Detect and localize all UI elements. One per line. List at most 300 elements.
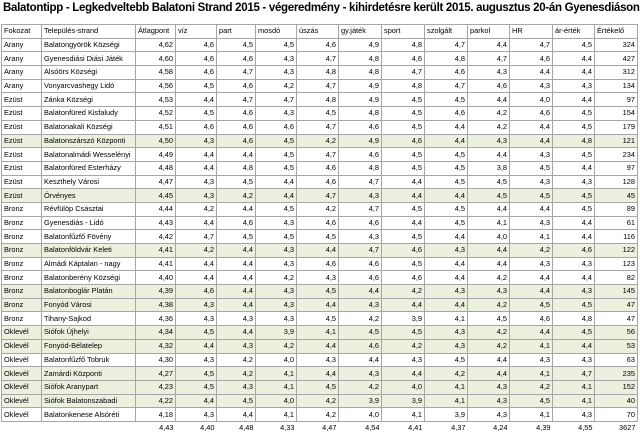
cell-restroom: 4,3 bbox=[256, 107, 297, 121]
cell-playground: 4,2 bbox=[339, 380, 382, 394]
cell-strand-name: Fonyód-Bélatelep bbox=[42, 339, 136, 353]
cell-hr: 4,3 bbox=[510, 148, 553, 162]
cell-grade: Oklevél bbox=[2, 326, 42, 340]
cell-reviewers: 53 bbox=[595, 339, 638, 353]
cell-swimming: 4,4 bbox=[297, 298, 339, 312]
cell-average-score: 4,53 bbox=[136, 93, 176, 107]
cell-playground: 4,4 bbox=[339, 285, 382, 299]
cell-playground: 4,7 bbox=[339, 175, 382, 189]
cell-restroom: 4,3 bbox=[256, 244, 297, 258]
column-header-beach: part bbox=[217, 25, 256, 39]
cell-grade: Bronz bbox=[2, 271, 42, 285]
cell-average-score: 4,36 bbox=[136, 312, 176, 326]
cell-hr: 4,4 bbox=[510, 326, 553, 340]
cell-value-for-money: 4,3 bbox=[553, 285, 595, 299]
cell-parking: 4,5 bbox=[468, 312, 510, 326]
cell-average-score: 4,60 bbox=[136, 52, 176, 66]
cell-strand-name: Balatonfüred Kisfaludy bbox=[42, 107, 136, 121]
cell-swimming: 4,1 bbox=[297, 326, 339, 340]
cell-sport: 4,6 bbox=[382, 244, 425, 258]
cell-reviewers: 47 bbox=[595, 298, 638, 312]
cell-reviewers: 97 bbox=[595, 161, 638, 175]
cell-playground: 4,6 bbox=[339, 257, 382, 271]
cell-sport: 4,6 bbox=[382, 271, 425, 285]
cell-playground: 4,6 bbox=[339, 120, 382, 134]
cell-services: 4,5 bbox=[425, 202, 468, 216]
cell-sport: 4,2 bbox=[382, 339, 425, 353]
cell-services: 4,4 bbox=[425, 120, 468, 134]
cell-grade: Ezüst bbox=[2, 189, 42, 203]
cell-hr: 4,4 bbox=[510, 134, 553, 148]
cell-average-score: 4,41 bbox=[136, 244, 176, 258]
cell-restroom: 4,3 bbox=[256, 312, 297, 326]
cell-strand-name: Balatonkenese Alsóréti bbox=[42, 408, 136, 422]
cell-average-score: 4,48 bbox=[136, 161, 176, 175]
cell-services: 4,4 bbox=[425, 189, 468, 203]
cell-average-score: 4,50 bbox=[136, 134, 176, 148]
cell-value-for-money: 4,3 bbox=[553, 257, 595, 271]
cell-value-for-money: 4,7 bbox=[553, 367, 595, 381]
cell-swimming: 4,7 bbox=[297, 120, 339, 134]
cell-water: 4,4 bbox=[176, 339, 217, 353]
cell-average-score: 4,45 bbox=[136, 189, 176, 203]
cell-swimming: 4,7 bbox=[297, 189, 339, 203]
cell-swimming: 4,4 bbox=[297, 244, 339, 258]
cell-average-score: 4,51 bbox=[136, 120, 176, 134]
cell-value-for-money: 4,4 bbox=[553, 52, 595, 66]
cell-value-for-money: 4,4 bbox=[553, 161, 595, 175]
cell-hr: 4,2 bbox=[510, 380, 553, 394]
cell-services: 4,3 bbox=[425, 326, 468, 340]
cell-playground: 4,2 bbox=[339, 312, 382, 326]
cell-hr: 4,6 bbox=[510, 312, 553, 326]
cell-value-for-money: 4,3 bbox=[553, 408, 595, 422]
cell-beach: 4,6 bbox=[217, 79, 256, 93]
cell-average-score: 4,56 bbox=[136, 79, 176, 93]
cell-restroom: 3,9 bbox=[256, 326, 297, 340]
cell-value-for-money: 4,5 bbox=[553, 326, 595, 340]
cell-value-for-money: 4,1 bbox=[553, 394, 595, 408]
table-row bbox=[2, 244, 638, 258]
cell-hr: 4,4 bbox=[510, 120, 553, 134]
cell-restroom: 4,5 bbox=[256, 161, 297, 175]
cell-playground: 4,5 bbox=[339, 326, 382, 340]
cell-strand-name: Balatonalmádi Wesselényi bbox=[42, 148, 136, 162]
table-row bbox=[2, 161, 638, 175]
cell-playground: 4,3 bbox=[339, 230, 382, 244]
table-row bbox=[2, 394, 638, 408]
cell-average-score: 4,38 bbox=[136, 298, 176, 312]
column-header-playground: gy.játék bbox=[339, 25, 382, 39]
cell-services: 4,7 bbox=[425, 79, 468, 93]
cell-grade: Bronz bbox=[2, 312, 42, 326]
cell-water: 4,4 bbox=[176, 148, 217, 162]
cell-grade: Ezüst bbox=[2, 134, 42, 148]
cell-grade: Ezüst bbox=[2, 93, 42, 107]
cell-sport: 4,5 bbox=[382, 107, 425, 121]
cell-parking: 4,0 bbox=[468, 230, 510, 244]
cell-restroom: 4,1 bbox=[256, 380, 297, 394]
cell-average-score: 4,32 bbox=[136, 339, 176, 353]
cell-hr: 4,3 bbox=[510, 257, 553, 271]
column-header-value-for-money: ár-érték bbox=[553, 25, 595, 39]
cell-value-for-money: 4,3 bbox=[553, 353, 595, 367]
cell-playground: 4,8 bbox=[339, 107, 382, 121]
cell-water: 4,3 bbox=[176, 312, 217, 326]
column-header-sport: sport bbox=[382, 25, 425, 39]
cell-services: 4,8 bbox=[425, 52, 468, 66]
table-row bbox=[2, 148, 638, 162]
column-header-swimming: úszás bbox=[297, 25, 339, 39]
cell-swimming: 4,5 bbox=[297, 312, 339, 326]
cell-swimming: 4,6 bbox=[297, 216, 339, 230]
cell-playground: 4,3 bbox=[339, 189, 382, 203]
cell-swimming: 4,8 bbox=[297, 93, 339, 107]
cell-services: 4,5 bbox=[425, 148, 468, 162]
cell-parking: 4,4 bbox=[468, 257, 510, 271]
cell-average-score: 4,40 bbox=[136, 271, 176, 285]
cell-sport: 4,5 bbox=[382, 120, 425, 134]
table-body bbox=[2, 38, 638, 434]
cell-hr: 4,5 bbox=[510, 189, 553, 203]
cell-restroom: 4,0 bbox=[256, 394, 297, 408]
cell-value-for-money: 4,4 bbox=[553, 216, 595, 230]
results-table bbox=[1, 24, 638, 435]
cell-average-score: 4,18 bbox=[136, 408, 176, 422]
cell-strand-name: Balatonszárszó Központi bbox=[42, 134, 136, 148]
cell-swimming: 4,6 bbox=[297, 257, 339, 271]
cell-restroom: 4,4 bbox=[256, 175, 297, 189]
cell-swimming: 4,3 bbox=[297, 353, 339, 367]
cell-sport: 4,5 bbox=[382, 257, 425, 271]
cell-playground: 4,6 bbox=[339, 339, 382, 353]
cell-services: 4,5 bbox=[425, 93, 468, 107]
table-row bbox=[2, 408, 638, 422]
cell-water: 4,7 bbox=[176, 230, 217, 244]
cell-restroom: 4,4 bbox=[256, 189, 297, 203]
cell-value-for-money: 4,5 bbox=[553, 38, 595, 52]
cell-swimming: 4,6 bbox=[297, 175, 339, 189]
cell-beach: 4,3 bbox=[217, 339, 256, 353]
cell-average-score: 4,52 bbox=[136, 107, 176, 121]
cell-parking: 4,4 bbox=[468, 244, 510, 258]
cell-playground: 4,4 bbox=[339, 353, 382, 367]
cell-value-for-money: 4,6 bbox=[553, 244, 595, 258]
table-row bbox=[2, 134, 638, 148]
cell-parking: 4,1 bbox=[468, 216, 510, 230]
cell-parking: 4,2 bbox=[468, 326, 510, 340]
cell-grade: Oklevél bbox=[2, 394, 42, 408]
cell-hr: 4,6 bbox=[510, 107, 553, 121]
cell-beach: 4,6 bbox=[217, 120, 256, 134]
cell-grade: Oklevél bbox=[2, 367, 42, 381]
cell-hr: 4,0 bbox=[510, 93, 553, 107]
cell-average-score: 4,47 bbox=[136, 175, 176, 189]
table-row bbox=[2, 79, 638, 93]
column-header-restroom: mosdó bbox=[256, 25, 297, 39]
cell-water: 4,5 bbox=[176, 367, 217, 381]
cell-reviewers: 61 bbox=[595, 216, 638, 230]
cell-services: 4,4 bbox=[425, 257, 468, 271]
total-value-for-money: 4,55 bbox=[553, 421, 595, 434]
cell-strand-name: Zamárdi Központi bbox=[42, 367, 136, 381]
cell-restroom: 4,2 bbox=[256, 271, 297, 285]
cell-water: 4,3 bbox=[176, 408, 217, 422]
cell-beach: 4,2 bbox=[217, 189, 256, 203]
cell-grade: Bronz bbox=[2, 257, 42, 271]
cell-hr: 4,3 bbox=[510, 353, 553, 367]
cell-hr: 4,4 bbox=[510, 202, 553, 216]
cell-playground: 4,6 bbox=[339, 271, 382, 285]
cell-swimming: 4,7 bbox=[297, 79, 339, 93]
cell-grade: Bronz bbox=[2, 298, 42, 312]
table-header bbox=[2, 25, 638, 39]
total-services: 4,37 bbox=[425, 421, 468, 434]
cell-swimming: 4,6 bbox=[297, 161, 339, 175]
cell-beach: 4,4 bbox=[217, 326, 256, 340]
cell-sport: 4,4 bbox=[382, 367, 425, 381]
cell-strand-name: Révfülöp Császtai bbox=[42, 202, 136, 216]
cell-restroom: 4,3 bbox=[256, 66, 297, 80]
cell-hr: 4,1 bbox=[510, 408, 553, 422]
total-average-score: 4,43 bbox=[136, 421, 176, 434]
cell-water: 4,4 bbox=[176, 216, 217, 230]
cell-reviewers: 121 bbox=[595, 134, 638, 148]
header-row bbox=[2, 25, 638, 39]
cell-sport: 4,5 bbox=[382, 161, 425, 175]
cell-reviewers: 324 bbox=[595, 38, 638, 52]
column-header-services: szolgált bbox=[425, 25, 468, 39]
cell-strand-name: Siófok Balatonszabadi bbox=[42, 394, 136, 408]
cell-services: 4,7 bbox=[425, 38, 468, 52]
cell-sport: 4,6 bbox=[382, 134, 425, 148]
cell-services: 4,4 bbox=[425, 298, 468, 312]
cell-parking: 4,2 bbox=[468, 120, 510, 134]
cell-average-score: 4,62 bbox=[136, 38, 176, 52]
cell-parking: 4,4 bbox=[468, 367, 510, 381]
cell-services: 4,3 bbox=[425, 244, 468, 258]
cell-sport: 4,4 bbox=[382, 216, 425, 230]
cell-playground: 4,8 bbox=[339, 161, 382, 175]
cell-parking: 4,3 bbox=[468, 285, 510, 299]
cell-swimming: 4,2 bbox=[297, 134, 339, 148]
cell-beach: 4,2 bbox=[217, 353, 256, 367]
cell-water: 4,4 bbox=[176, 161, 217, 175]
cell-strand-name: Örvényes bbox=[42, 189, 136, 203]
cell-hr: 4,3 bbox=[510, 175, 553, 189]
cell-value-for-money: 4,4 bbox=[553, 93, 595, 107]
cell-reviewers: 128 bbox=[595, 175, 638, 189]
cell-average-score: 4,58 bbox=[136, 66, 176, 80]
cell-strand-name: Balatonboglár Platán bbox=[42, 285, 136, 299]
cell-strand-name: Alsóörs Községi bbox=[42, 66, 136, 80]
cell-reviewers: 154 bbox=[595, 107, 638, 121]
table-row bbox=[2, 120, 638, 134]
cell-beach: 4,5 bbox=[217, 230, 256, 244]
cell-value-for-money: 4,8 bbox=[553, 134, 595, 148]
cell-swimming: 4,7 bbox=[297, 52, 339, 66]
cell-strand-name: Keszthely Városi bbox=[42, 175, 136, 189]
cell-sport: 3,9 bbox=[382, 312, 425, 326]
cell-value-for-money: 4,4 bbox=[553, 271, 595, 285]
cell-sport: 4,5 bbox=[382, 326, 425, 340]
cell-restroom: 4,6 bbox=[256, 120, 297, 134]
cell-sport: 4,5 bbox=[382, 93, 425, 107]
cell-beach: 4,2 bbox=[217, 367, 256, 381]
cell-services: 4,1 bbox=[425, 380, 468, 394]
cell-water: 4,3 bbox=[176, 189, 217, 203]
cell-reviewers: 47 bbox=[595, 312, 638, 326]
cell-beach: 4,6 bbox=[217, 216, 256, 230]
cell-sport: 4,1 bbox=[382, 408, 425, 422]
column-header-average-score: Átlagpont bbox=[136, 25, 176, 39]
total-strand-name bbox=[42, 421, 136, 434]
table-row bbox=[2, 202, 638, 216]
cell-beach: 4,5 bbox=[217, 394, 256, 408]
cell-beach: 4,4 bbox=[217, 257, 256, 271]
table-row bbox=[2, 107, 638, 121]
cell-restroom: 4,3 bbox=[256, 257, 297, 271]
table-row bbox=[2, 326, 638, 340]
cell-strand-name: Gyenesdiás - Lidó bbox=[42, 216, 136, 230]
cell-grade: Ezüst bbox=[2, 161, 42, 175]
cell-restroom: 4,5 bbox=[256, 134, 297, 148]
cell-value-for-money: 4,4 bbox=[553, 230, 595, 244]
cell-hr: 4,2 bbox=[510, 244, 553, 258]
cell-beach: 4,6 bbox=[217, 52, 256, 66]
cell-swimming: 4,8 bbox=[297, 66, 339, 80]
column-header-reviewers: Értékelő bbox=[595, 25, 638, 39]
cell-parking: 4,2 bbox=[468, 271, 510, 285]
cell-hr: 4,5 bbox=[510, 394, 553, 408]
cell-parking: 4,4 bbox=[468, 38, 510, 52]
cell-sport: 4,2 bbox=[382, 285, 425, 299]
cell-playground: 4,3 bbox=[339, 367, 382, 381]
cell-swimming: 4,2 bbox=[297, 408, 339, 422]
cell-playground: 4,9 bbox=[339, 38, 382, 52]
cell-average-score: 4,49 bbox=[136, 148, 176, 162]
cell-strand-name: Balatonföldvár Keleti bbox=[42, 244, 136, 258]
cell-strand-name: Siófok Újhelyi bbox=[42, 326, 136, 340]
cell-average-score: 4,34 bbox=[136, 326, 176, 340]
cell-reviewers: 56 bbox=[595, 326, 638, 340]
cell-water: 4,4 bbox=[176, 271, 217, 285]
cell-grade: Ezüst bbox=[2, 120, 42, 134]
cell-value-for-money: 4,5 bbox=[553, 107, 595, 121]
cell-services: 4,2 bbox=[425, 367, 468, 381]
cell-sport: 4,3 bbox=[382, 353, 425, 367]
cell-sport: 4,5 bbox=[382, 202, 425, 216]
cell-sport: 4,5 bbox=[382, 230, 425, 244]
table-row bbox=[2, 189, 638, 203]
cell-restroom: 4,1 bbox=[256, 408, 297, 422]
total-sport: 4,41 bbox=[382, 421, 425, 434]
cell-grade: Oklevél bbox=[2, 339, 42, 353]
cell-grade: Ezüst bbox=[2, 175, 42, 189]
cell-reviewers: 116 bbox=[595, 230, 638, 244]
total-hr: 4,39 bbox=[510, 421, 553, 434]
cell-services: 4,5 bbox=[425, 216, 468, 230]
cell-water: 4,6 bbox=[176, 66, 217, 80]
total-beach: 4,48 bbox=[217, 421, 256, 434]
cell-water: 4,6 bbox=[176, 38, 217, 52]
cell-playground: 4,9 bbox=[339, 93, 382, 107]
cell-playground: 4,7 bbox=[339, 202, 382, 216]
cell-parking: 4,3 bbox=[468, 394, 510, 408]
cell-water: 4,2 bbox=[176, 202, 217, 216]
cell-reviewers: 45 bbox=[595, 189, 638, 203]
cell-water: 4,5 bbox=[176, 326, 217, 340]
column-header-water: víz bbox=[176, 25, 217, 39]
cell-beach: 4,4 bbox=[217, 285, 256, 299]
cell-sport: 4,7 bbox=[382, 66, 425, 80]
table-row bbox=[2, 38, 638, 52]
cell-grade: Bronz bbox=[2, 285, 42, 299]
cell-hr: 4,5 bbox=[510, 298, 553, 312]
cell-value-for-money: 4,3 bbox=[553, 79, 595, 93]
cell-parking: 4,2 bbox=[468, 107, 510, 121]
cell-strand-name: Balatonakali Községi bbox=[42, 120, 136, 134]
cell-sport: 4,0 bbox=[382, 380, 425, 394]
cell-reviewers: 152 bbox=[595, 380, 638, 394]
cell-grade: Bronz bbox=[2, 244, 42, 258]
cell-water: 4,4 bbox=[176, 257, 217, 271]
total-swimming: 4,47 bbox=[297, 421, 339, 434]
cell-parking: 4,4 bbox=[468, 202, 510, 216]
cell-water: 4,5 bbox=[176, 107, 217, 121]
cell-beach: 4,5 bbox=[217, 175, 256, 189]
table-row bbox=[2, 175, 638, 189]
cell-beach: 4,4 bbox=[217, 148, 256, 162]
cell-grade: Bronz bbox=[2, 216, 42, 230]
cell-reviewers: 235 bbox=[595, 367, 638, 381]
cell-average-score: 4,42 bbox=[136, 230, 176, 244]
cell-sport: 4,4 bbox=[382, 189, 425, 203]
cell-services: 4,1 bbox=[425, 312, 468, 326]
cell-beach: 4,6 bbox=[217, 107, 256, 121]
cell-strand-name: Almádi Káptalan - nagy bbox=[42, 257, 136, 271]
cell-average-score: 4,27 bbox=[136, 367, 176, 381]
cell-average-score: 4,23 bbox=[136, 380, 176, 394]
total-reviewers: 3627 bbox=[595, 421, 638, 434]
cell-beach: 4,8 bbox=[217, 161, 256, 175]
cell-strand-name: Zánka Községi bbox=[42, 93, 136, 107]
total-grade bbox=[2, 421, 42, 434]
cell-reviewers: 234 bbox=[595, 148, 638, 162]
cell-average-score: 4,39 bbox=[136, 285, 176, 299]
cell-beach: 4,7 bbox=[217, 66, 256, 80]
cell-swimming: 4,5 bbox=[297, 107, 339, 121]
cell-reviewers: 179 bbox=[595, 120, 638, 134]
cell-parking: 4,3 bbox=[468, 66, 510, 80]
cell-reviewers: 40 bbox=[595, 394, 638, 408]
cell-water: 4,6 bbox=[176, 52, 217, 66]
cell-sport: 4,5 bbox=[382, 148, 425, 162]
cell-reviewers: 89 bbox=[595, 202, 638, 216]
cell-swimming: 4,4 bbox=[297, 339, 339, 353]
cell-sport: 4,8 bbox=[382, 79, 425, 93]
cell-swimming: 4,2 bbox=[297, 394, 339, 408]
cell-parking: 4,3 bbox=[468, 134, 510, 148]
cell-grade: Ezüst bbox=[2, 107, 42, 121]
cell-reviewers: 82 bbox=[595, 271, 638, 285]
cell-restroom: 4,3 bbox=[256, 298, 297, 312]
table-row bbox=[2, 93, 638, 107]
table-row bbox=[2, 216, 638, 230]
cell-strand-name: Vonyarcvashegy Lidó bbox=[42, 79, 136, 93]
cell-water: 4,4 bbox=[176, 93, 217, 107]
cell-value-for-money: 4,5 bbox=[553, 120, 595, 134]
